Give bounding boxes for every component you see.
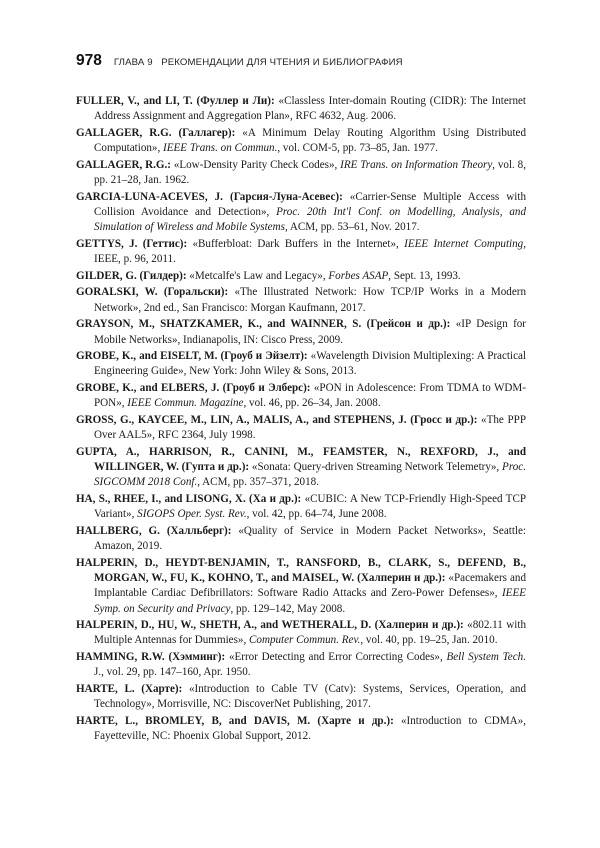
bib-entry: [76, 492, 526, 522]
bib-entry-text: «Carrier-Sense Multiple Access with Collision Avoidance and Detection»,: [94, 190, 526, 218]
bib-entry-source: IEEE Commun. Magazine: [127, 397, 244, 410]
bib-entry-text: «Wavelength Division Multiplexing: A Practical Engineering Guide», New York: John Wiley & Sons, 2013.: [94, 350, 526, 378]
bib-entry-text: «Sonata: Query-driven Streaming Network Telemetry»,: [249, 461, 503, 474]
bib-entry-source: Proc. SIGCOMM 2018 Conf.: [94, 461, 526, 489]
bib-entry-source: Proc. 20th Int'l Conf. on Modelling, Analysis, and Simulation of Wireless and Mobile Systems: [94, 205, 526, 234]
bib-entry-text: , vol. 40, pp. 19–25, Jan. 2010.: [360, 634, 498, 647]
bib-entry: [76, 650, 526, 680]
bib-entry: [76, 158, 526, 188]
bib-entry-text: «Bufferbloat: Dark Buffers in the Internet»,: [187, 237, 405, 250]
bib-entry-author: GROBE, K., and EISELT, M. (Гроуб и Эйзелт):: [76, 350, 308, 363]
bib-entry: [76, 285, 526, 315]
bib-entry-author: FULLER, V., and LI, T. (Фуллер и Ли):: [76, 95, 275, 107]
bib-entry-text: «The Illustrated Network: How TCP/IP Works in a Modern Network», 2nd ed., San Francisco: Morgan Kaufmann, 2017.: [94, 286, 526, 314]
bib-entry: [76, 714, 526, 744]
bib-entry-source: IEEE Internet Computing: [404, 237, 524, 250]
bib-entry-text: «The PPP Over AAL5», RFC 2364, July 1998.: [94, 414, 526, 442]
bib-entry: [76, 94, 526, 124]
bib-entry: [76, 237, 526, 267]
bib-entry: [76, 269, 526, 284]
bib-entry-author: GARCIA-LUNA-ACEVES, J. (Гарсия-Луна-Асевес):: [76, 190, 343, 203]
bib-entry-source: Forbes ASAP: [328, 269, 389, 282]
bib-entry: [76, 556, 526, 617]
bib-entry-text: , IEEE, p. 96, 2011.: [94, 237, 526, 266]
bib-entry-author: GORALSKI, W. (Горальски):: [76, 286, 229, 299]
running-header: [76, 52, 540, 74]
bib-entry-text: «A Minimum Delay Routing Algorithm Using Distributed Computation»,: [94, 126, 526, 155]
bib-entry-author: GALLAGER, R.G. (Галлагер):: [76, 126, 236, 139]
bib-entry-text: «CUBIC: A New TCP-Friendly High-Speed TCP Variant»,: [94, 493, 527, 521]
bib-entry-text: J., vol. 29, pp. 147–160, Apr. 1950.: [94, 666, 251, 679]
bib-entry-source: Computer Commun. Rev.: [249, 634, 361, 647]
bib-entry-text: «Introduction to CDMA», Fayetteville, NC: Phoenix Global Support, 2012.: [94, 714, 526, 743]
page-number: 978: [76, 52, 102, 69]
bib-entry-source: IEEE Symp. on Security and Privacy: [94, 587, 526, 615]
bib-entry-author: HARTE, L., BROMLEY, B, and DAVIS, M. (Харте и др.):: [76, 714, 394, 727]
bib-entry-author: HALPERIN, D., HEYDT-BENJAMIN, T., RANSFORD, B., CLARK, S., DEFEND, B., MORGAN, W., FU, K., KOHNO, T., and MAISEL, W. (Халперин и др.):: [76, 556, 526, 585]
bib-entry: [76, 618, 526, 648]
bib-entry: [76, 126, 526, 156]
bib-entry: [76, 381, 526, 411]
bib-entry-author: GUPTA, A., HARRISON, R., CANINI, M., FEAMSTER, N., REXFORD, J., and WILLINGER, W. (Гупта и др.):: [76, 445, 526, 474]
bib-entry: [76, 682, 526, 712]
bib-entry-author: GROSS, G., KAYCEE, M., LIN, A., MALIS, A., and STEPHENS, J. (Гросс и др.):: [76, 414, 478, 427]
bib-entry: [76, 190, 526, 236]
bib-entry-text: «Introduction to Cable TV (Catv): Systems, Services, Operation, and Technology», Morrisville, NC: DiscoverNet Publishing, 2017.: [94, 683, 527, 711]
bib-entry-author: GILDER, G. (Гилдер):: [76, 269, 187, 282]
bib-entry-author: GRAYSON, M., SHATZKAMER, K., and WAINNER, S. (Грейсон и др.):: [76, 318, 451, 331]
bib-entry-author: HAMMING, R.W. (Хэмминг):: [76, 651, 226, 664]
chapter-title: ГЛАВА 9 РЕКОМЕНДАЦИИ ДЛЯ ЧТЕНИЯ И БИБЛИОГРАФИЯ: [113, 57, 403, 68]
bibliography-list: [76, 94, 526, 746]
bib-entry-author: HALPERIN, D., HU, W., SHETH, A., and WETHERALL, D. (Халперин и др.):: [76, 619, 464, 632]
bib-entry-text: , ACM, pp. 357–371, 2018.: [197, 476, 319, 489]
bib-entry-author: GALLAGER, R.G.:: [76, 158, 171, 171]
bib-entry-source: IEEE Trans. on Commun.: [163, 142, 278, 155]
bib-entry-text: , vol. 8, pp. 21–28, Jan. 1962.: [94, 158, 526, 187]
bib-entry: [76, 445, 526, 491]
bib-entry-text: «Classless Inter-domain Routing (CIDR): The Internet Address Assignment and Aggregation Plan», RFC 4632, Aug. 2006.: [94, 95, 526, 123]
bib-entry-text: , ACM, pp. 53–61, Nov. 2017.: [284, 221, 420, 234]
bib-entry-source: Bell System Tech.: [446, 651, 526, 664]
bib-entry-text: «Quality of Service in Modern Packet Networks», Seattle: Amazon, 2019.: [94, 524, 526, 553]
bib-entry-text: «PON in Adolescence: From TDMA to WDM-PON»,: [94, 382, 526, 410]
bib-entry-text: «IP Design for Mobile Networks», Indianapolis, IN: Cisco Press, 2009.: [94, 318, 527, 346]
bib-entry-text: , pp. 129–142, May 2008.: [230, 602, 346, 615]
bib-entry: [76, 413, 526, 443]
bib-entry-source: IRE Trans. on Information Theory: [340, 158, 493, 171]
bib-entry-text: , vol. 42, pp. 64–74, June 2008.: [246, 508, 387, 521]
bib-entry: [76, 524, 526, 554]
bib-entry: [76, 317, 526, 347]
bib-entry-author: GETTYS, J. (Геттис):: [76, 237, 188, 250]
bib-entry-text: , vol. 46, pp. 26–34, Jan. 2008.: [243, 397, 381, 410]
bib-entry-author: HALLBERG, G. (Халльберг):: [76, 524, 232, 537]
bib-entry-author: HA, S., RHEE, I., and LISONG, X. (Ха и др.):: [76, 493, 302, 506]
bib-entry-text: , Sept. 13, 1993.: [388, 269, 461, 282]
bib-entry-source: SIGOPS Oper. Syst. Rev.: [137, 508, 247, 521]
bib-entry-text: «Low-Density Parity Check Codes»,: [170, 158, 341, 171]
bib-entry-text: «802.11 with Multiple Antennas for Dummies»,: [94, 619, 526, 647]
bib-entry: [76, 349, 526, 379]
bib-entry-author: GROBE, K., and ELBERS, J. (Гроуб и Элберс):: [76, 382, 311, 395]
bib-entry-text: «Error Detecting and Error Correcting Codes»,: [225, 651, 447, 664]
bib-entry-author: HARTE, L. (Харте):: [76, 683, 183, 696]
bib-entry-text: , vol. COM-5, pp. 73–85, Jan. 1977.: [277, 142, 438, 155]
bib-entry-text: «Metcalfe's Law and Legacy»,: [186, 269, 329, 282]
bib-entry-text: «Pacemakers and Implantable Cardiac Defibrillators: Software Radio Attacks and Zero-Power Defenses»,: [94, 572, 526, 600]
